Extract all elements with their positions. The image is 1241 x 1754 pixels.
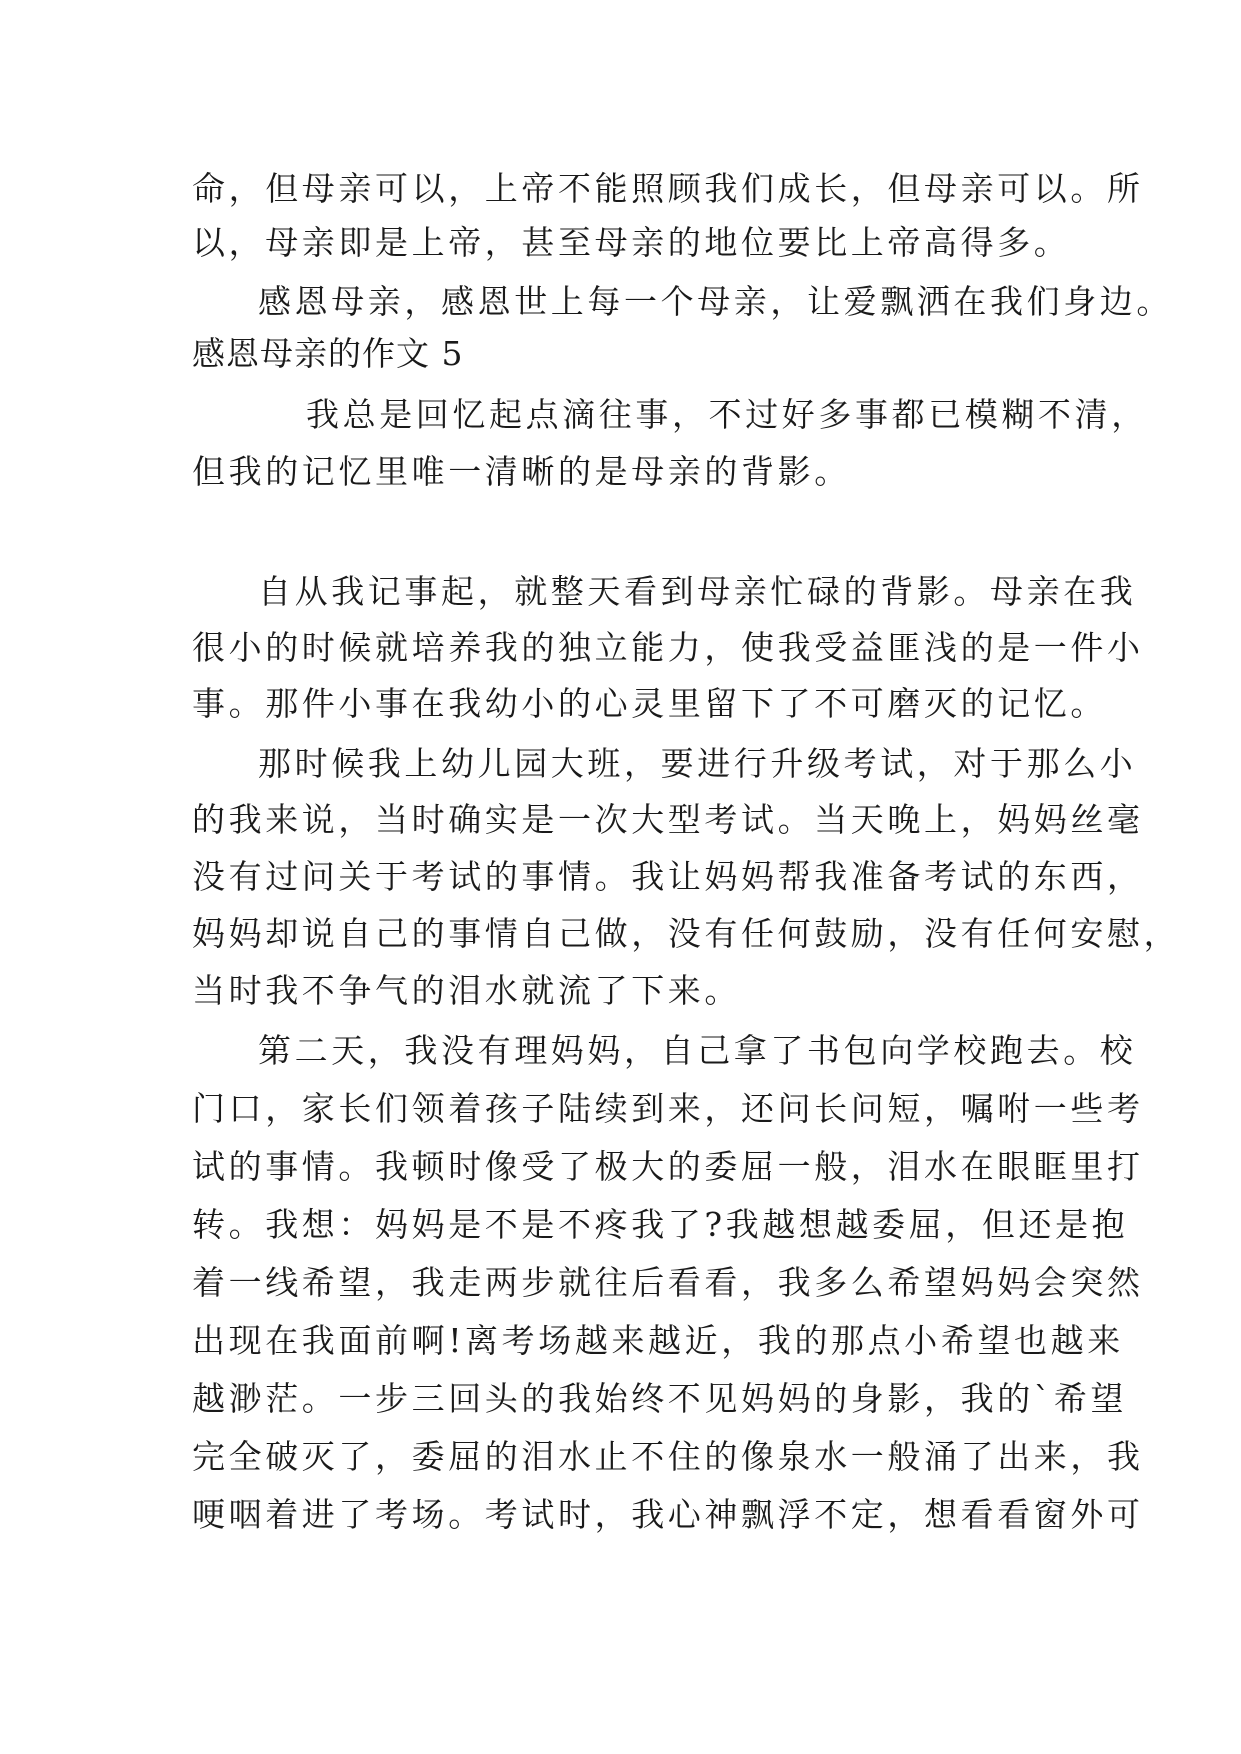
paragraph-line: 事。那件小事在我幼小的心灵里留下了不可磨灭的记忆。 — [192, 684, 1107, 723]
paragraph-line: 第二天，我没有理妈妈，自己拿了书包向学校跑去。校 — [258, 1031, 1137, 1070]
paragraph-line: 但我的记忆里唯一清晰的是母亲的背影。 — [192, 452, 851, 491]
paragraph-line: 着一线希望，我走两步就往后看看，我多么希望妈妈会突然 — [192, 1263, 1144, 1302]
paragraph-line: 当时我不争气的泪水就流了下来。 — [192, 971, 741, 1010]
paragraph-line: 转。我想：妈妈是不是不疼我了?我越想越委屈，但还是抱 — [192, 1205, 1129, 1244]
paragraph-line: 感恩母亲，感恩世上每一个母亲，让爱飘洒在我们身边。 — [258, 282, 1173, 321]
paragraph-line: 很小的时候就培养我的独立能力，使我受益匪浅的是一件小 — [192, 628, 1144, 667]
paragraph-line: 门口，家长们领着孩子陆续到来，还问长问短，嘱咐一些考 — [192, 1089, 1144, 1128]
paragraph-line: 我总是回忆起点滴往事，不过好多事都已模糊不清， — [306, 395, 1148, 434]
paragraph-line: 以，母亲即是上帝，甚至母亲的地位要比上帝高得多。 — [192, 223, 1071, 262]
paragraph-line: 命，但母亲可以，上帝不能照顾我们成长，但母亲可以。所 — [192, 169, 1144, 208]
paragraph-line: 自从我记事起，就整天看到母亲忙碌的背影。母亲在我 — [258, 572, 1137, 611]
paragraph-line: 哽咽着进了考场。考试时，我心神飘浮不定，想看看窗外可 — [192, 1495, 1144, 1534]
paragraph-line: 出现在我面前啊!离考场越来越近，我的那点小希望也越来 — [192, 1321, 1124, 1360]
paragraph-line: 没有过问关于考试的事情。我让妈妈帮我准备考试的东西， — [192, 857, 1144, 896]
paragraph-line: 那时候我上幼儿园大班，要进行升级考试，对于那么小 — [258, 744, 1137, 783]
paragraph-line: 试的事情。我顿时像受了极大的委屈一般，泪水在眼眶里打 — [192, 1147, 1144, 1186]
paragraph-line: 妈妈却说自己的事情自己做，没有任何鼓励，没有任何安慰， — [192, 914, 1181, 953]
section-title: 感恩母亲的作文 5 — [192, 334, 464, 373]
paragraph-line: 的我来说，当时确实是一次大型考试。当天晚上，妈妈丝毫 — [192, 800, 1144, 839]
paragraph-line: 越渺茫。一步三回头的我始终不见妈妈的身影，我的`希望 — [192, 1379, 1128, 1418]
paragraph-line: 完全破灭了，委屈的泪水止不住的像泉水一般涌了出来，我 — [192, 1437, 1144, 1476]
